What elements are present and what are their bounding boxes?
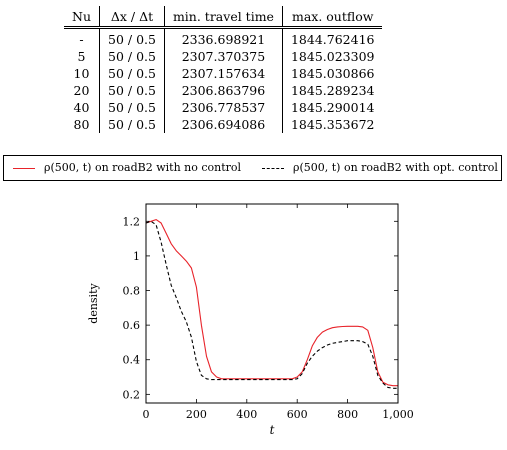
table-cell: 50 / 0.5 (100, 99, 165, 116)
table-cell: 1845.023309 (282, 48, 382, 65)
table-cell: 50 / 0.5 (100, 65, 165, 82)
y-tick-label: 0.8 (122, 284, 140, 298)
y-tick-label: 0.6 (122, 319, 140, 333)
x-tick-label: 200 (185, 408, 207, 421)
x-tick-label: 1,000 (382, 408, 414, 421)
header-max-outflow: max. outflow (282, 6, 382, 28)
table-cell: 1845.290014 (282, 99, 382, 116)
table-cell: 10 (73, 66, 90, 81)
y-axis-label: density (87, 283, 100, 324)
legend-label-no-control: ρ(500, t) on roadB2 with no control (44, 161, 242, 174)
table-cell: 2336.698921 (164, 28, 282, 49)
plot-frame (146, 204, 398, 403)
x-tick-label: 600 (286, 408, 308, 421)
table-cell: 1845.030866 (282, 65, 382, 82)
series-line-no-control (146, 220, 398, 386)
y-tick-label: 1 (133, 249, 140, 263)
x-tick-label: 400 (236, 408, 258, 421)
table-cell: 2306.863796 (164, 82, 282, 99)
y-tick-label: 0.4 (122, 353, 140, 367)
series-line-opt-control (146, 221, 398, 388)
header-min-travel-time: min. travel time (164, 6, 282, 28)
axis-ticks (123, 204, 414, 421)
table-cell: 2307.370375 (164, 48, 282, 65)
header-nu: Nu (72, 8, 91, 24)
table-cell: 20 (73, 83, 90, 98)
x-tick-label: 0 (142, 408, 150, 421)
table-cell: 1845.353672 (282, 116, 382, 133)
table-cell: 5 (77, 49, 86, 64)
x-axis-label: t (269, 423, 275, 437)
header-dx-dt: Δx / Δt (100, 6, 165, 28)
series-layer (146, 220, 398, 389)
table-cell: - (79, 32, 84, 47)
table-cell: 50 / 0.5 (100, 116, 165, 133)
table-cell: 1845.289234 (282, 82, 382, 99)
table-cell: 40 (73, 100, 90, 115)
legend-label-opt-control: ρ(500, t) on roadB2 with opt. control (293, 161, 498, 174)
table-cell: 50 / 0.5 (100, 82, 165, 99)
y-tick-label: 1.2 (122, 215, 140, 229)
table-cell: 1844.762416 (282, 28, 382, 49)
table-cell: 2307.157634 (164, 65, 282, 82)
x-tick-label: 800 (337, 408, 359, 421)
table-cell: 50 / 0.5 (100, 48, 165, 65)
y-tick-label: 0.2 (122, 388, 140, 402)
table-cell: 2306.694086 (164, 116, 282, 133)
table-cell: 2306.778537 (164, 99, 282, 116)
table-cell: 50 / 0.5 (100, 28, 165, 49)
table-cell: 80 (73, 117, 90, 132)
